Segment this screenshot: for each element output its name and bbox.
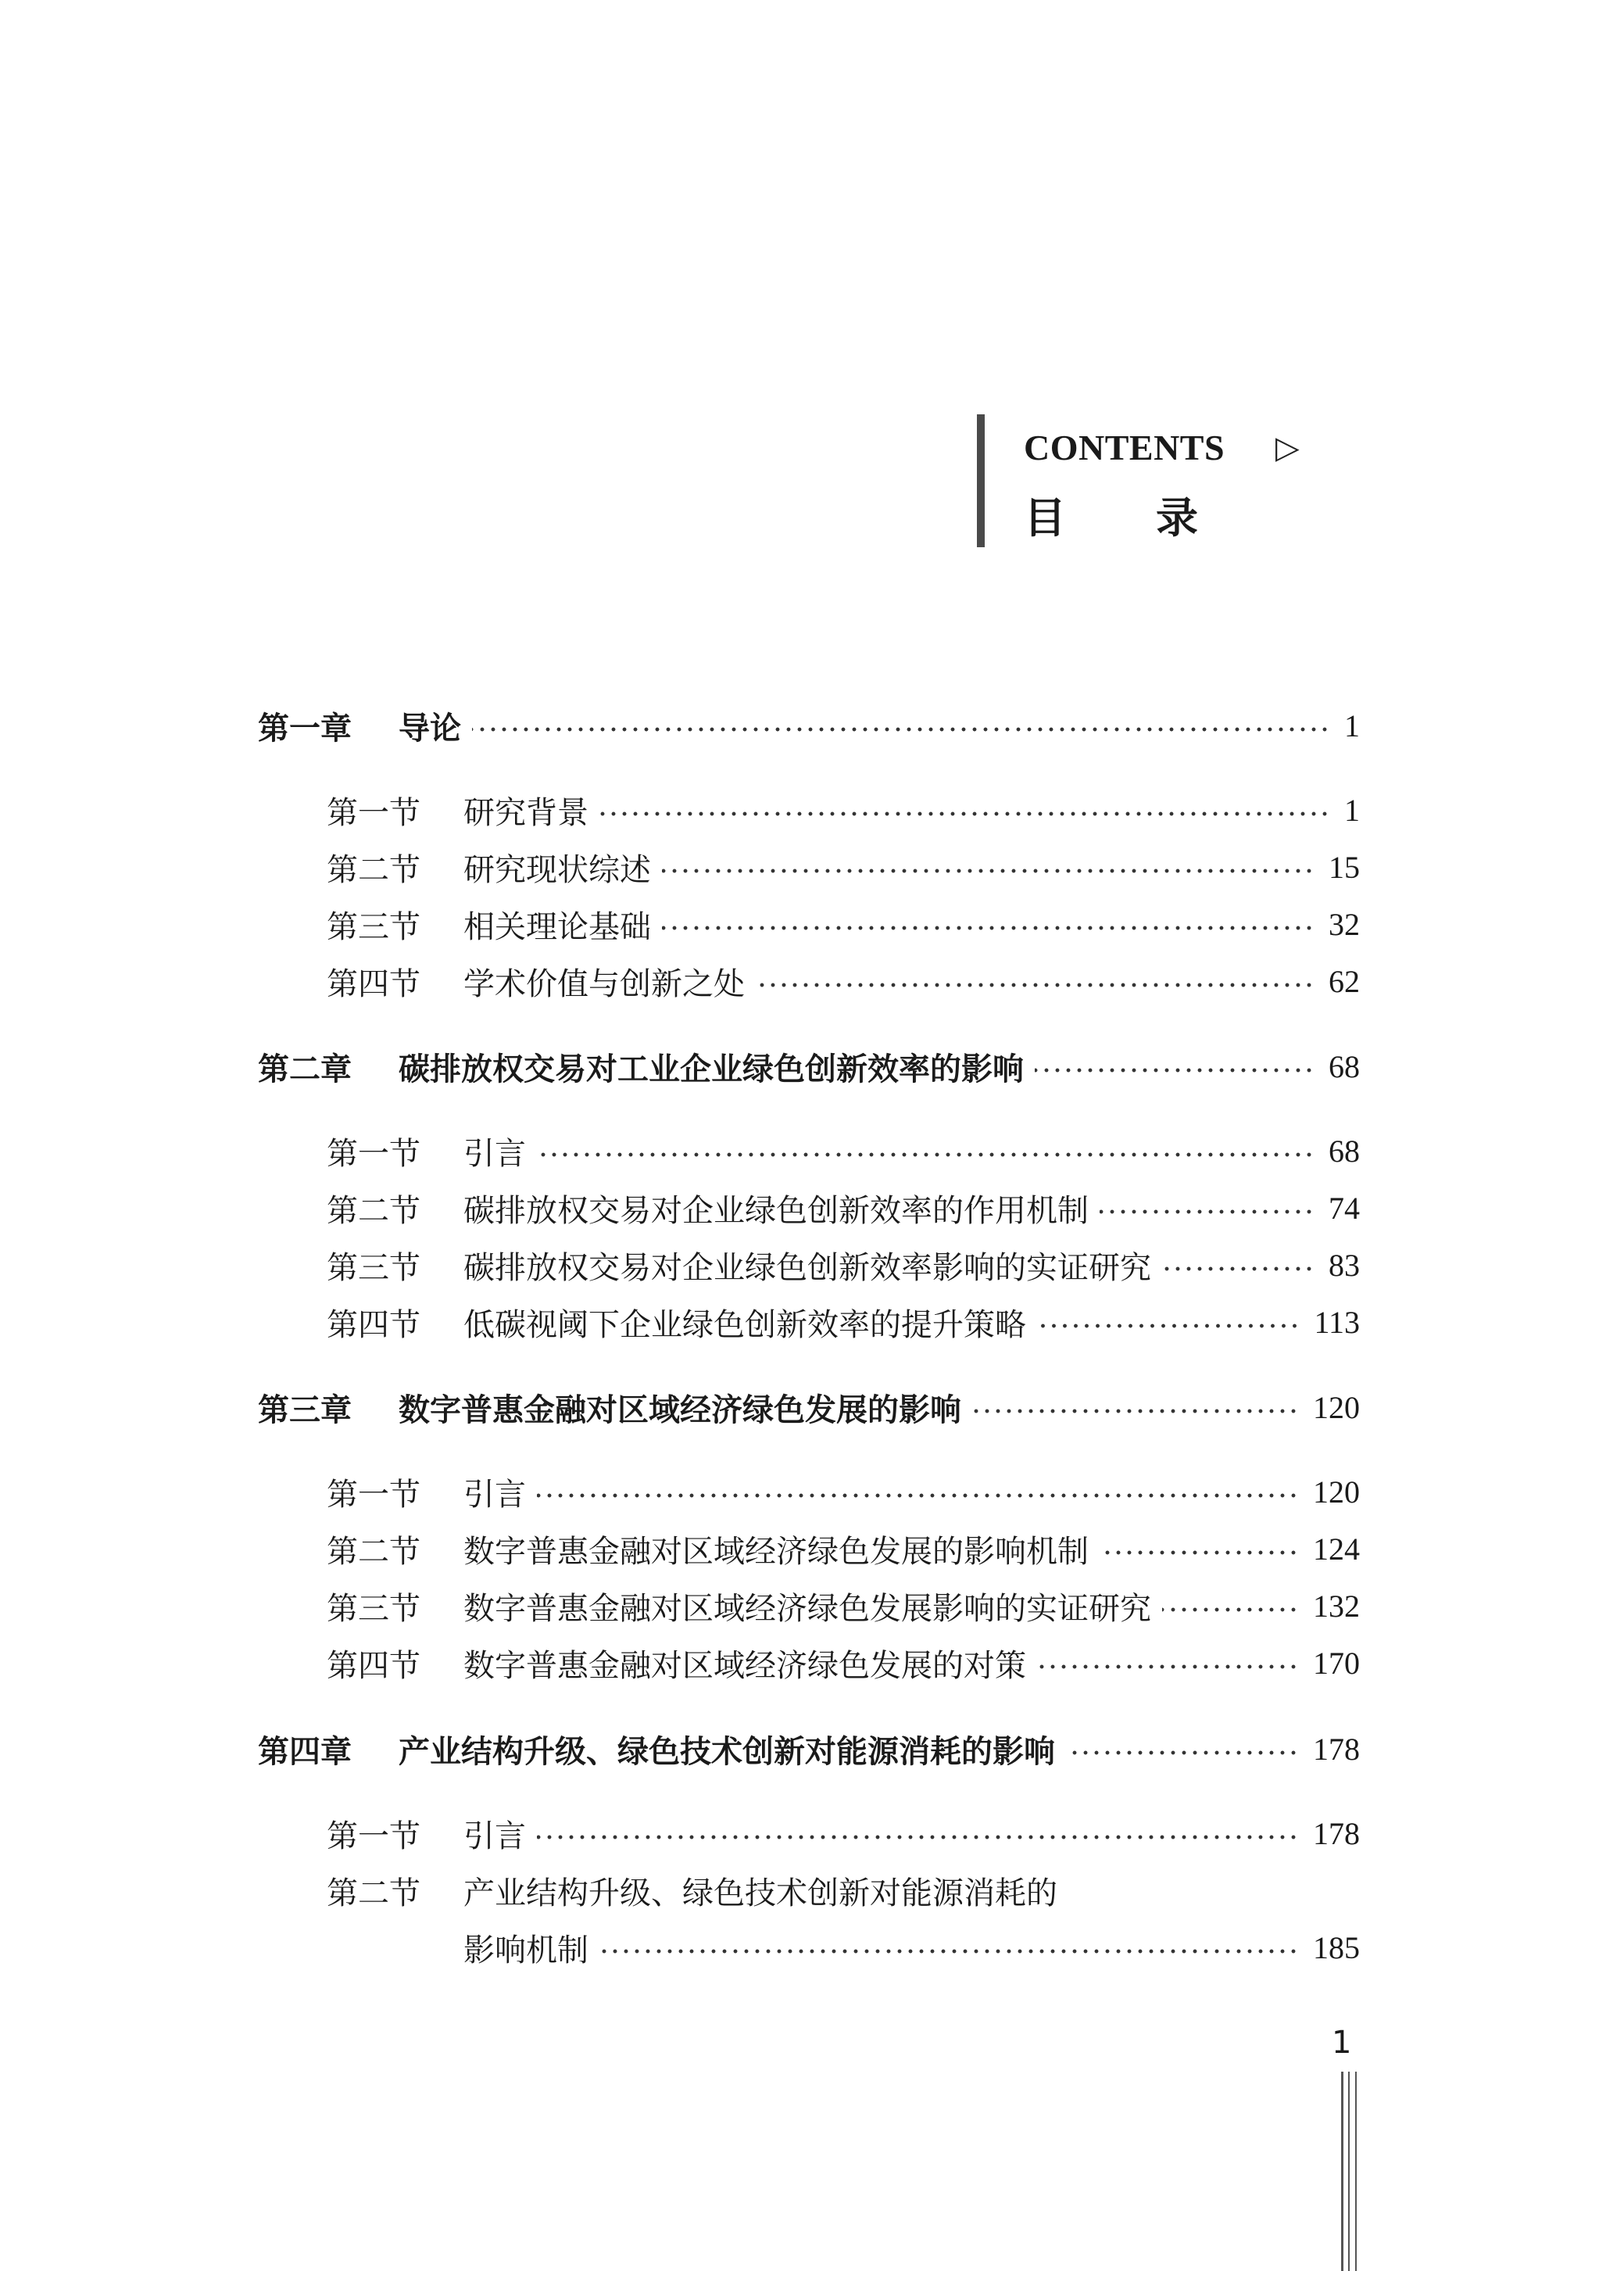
toc-entry-title: 研究现状综述 — [463, 851, 651, 888]
toc-page-number: 1 — [1344, 707, 1360, 743]
toc-page-number: 68 — [1329, 1048, 1360, 1084]
toc-page-number: 120 — [1313, 1389, 1360, 1425]
section-number: 第三节 — [327, 908, 420, 945]
toc-page-number: 132 — [1313, 1588, 1360, 1624]
toc-entry-title: 低碳视阈下企业绿色创新效率的提升策略 — [463, 1306, 1026, 1343]
toc-page-number: 120 — [1313, 1474, 1360, 1510]
toc-section-row[interactable] — [258, 1467, 1360, 1517]
dot-leader — [599, 1949, 1299, 1954]
toc-chapter-row[interactable] — [258, 700, 1360, 750]
dot-leader — [756, 983, 1315, 987]
toc-page-number: 170 — [1313, 1645, 1360, 1681]
dot-leader — [1100, 1550, 1299, 1555]
dot-leader — [662, 869, 1315, 873]
dot-leader — [537, 1152, 1315, 1157]
toc-section-row[interactable] — [258, 1638, 1360, 1688]
toc-entry-title: 产业结构升级、绿色技术创新对能源消耗的影响 — [399, 1733, 1055, 1770]
toc-section-row[interactable] — [258, 899, 1360, 949]
toc-page-number: 124 — [1313, 1531, 1360, 1567]
toc-entry-title: 相关理论基础 — [463, 908, 651, 945]
toc-entry-title: 数字普惠金融对区域经济绿色发展的影响机制 — [463, 1533, 1089, 1570]
section-number: 第三节 — [327, 1249, 420, 1286]
toc-entry-title: 引言 — [463, 1818, 526, 1854]
toc-section-row[interactable] — [258, 1581, 1360, 1631]
toc-section-row[interactable] — [258, 1240, 1360, 1290]
margin-rule — [1355, 2072, 1357, 2271]
margin-rule — [1341, 2072, 1343, 2271]
toc-entry-title: 产业结构升级、绿色技术创新对能源消耗的 — [463, 1875, 1057, 1911]
toc-page-number: 15 — [1329, 849, 1360, 885]
toc-entry-title: 研究背景 — [463, 794, 588, 831]
toc-page-number: 178 — [1313, 1815, 1360, 1851]
toc-page-number: 113 — [1314, 1304, 1360, 1340]
section-number: 第一节 — [327, 794, 420, 831]
toc-chapter-row[interactable] — [258, 1382, 1360, 1432]
margin-rule — [1348, 2072, 1350, 2271]
dot-leader — [537, 1493, 1299, 1498]
toc-page-number: 68 — [1329, 1133, 1360, 1169]
toc-section-row[interactable] — [258, 1183, 1360, 1233]
toc-page-number: 32 — [1329, 906, 1360, 942]
contents-title-zh-char-2: 录 — [1156, 493, 1198, 543]
section-number: 第三节 — [327, 1590, 420, 1627]
dot-leader — [1100, 1209, 1315, 1214]
toc-section-row[interactable] — [258, 1297, 1360, 1347]
toc-section-row[interactable] — [258, 785, 1360, 835]
dot-leader — [662, 926, 1315, 930]
chapter-number: 第二章 — [258, 1051, 352, 1087]
toc-section-row[interactable] — [258, 842, 1360, 892]
toc-entry-title: 引言 — [463, 1135, 526, 1172]
toc-section-row[interactable] — [258, 956, 1360, 1006]
triangle-arrow-icon: ▷ — [1275, 430, 1300, 466]
section-number: 第二节 — [327, 1533, 420, 1570]
section-number: 第二节 — [327, 1192, 420, 1229]
dot-leader — [1066, 1750, 1299, 1755]
toc-chapter-row[interactable] — [258, 1041, 1360, 1091]
section-number: 第四节 — [327, 965, 420, 1002]
contents-title-zh — [1024, 485, 1198, 545]
section-number: 第四节 — [327, 1647, 420, 1684]
toc-page-number: 83 — [1329, 1247, 1360, 1283]
toc-page-number: 178 — [1313, 1731, 1360, 1767]
toc-entry-title: 碳排放权交易对工业企业绿色创新效率的影响 — [399, 1051, 1024, 1087]
dot-leader — [1035, 1068, 1315, 1073]
contents-header — [977, 414, 1391, 547]
contents-title-en: CONTENTS — [1024, 428, 1225, 467]
toc-page-number: 62 — [1329, 963, 1360, 999]
toc-page-number: 74 — [1329, 1190, 1360, 1226]
section-number: 第一节 — [327, 1135, 420, 1172]
toc-entry-title: 影响机制 — [463, 1932, 588, 1968]
page-number: 1 — [1332, 2025, 1352, 2061]
section-number: 第一节 — [327, 1476, 420, 1513]
dot-leader — [537, 1835, 1299, 1839]
toc-entry-title: 数字普惠金融对区域经济绿色发展的影响 — [399, 1392, 961, 1428]
toc-page-number: 185 — [1313, 1929, 1360, 1965]
toc-section-row[interactable] — [258, 1524, 1360, 1574]
contents-title-zh-char-1: 目 — [1024, 493, 1066, 543]
toc-entry-title: 导论 — [399, 710, 461, 747]
toc-section-row[interactable] — [258, 1865, 1360, 1915]
section-number: 第二节 — [327, 851, 420, 888]
toc-entry-title: 碳排放权交易对企业绿色创新效率的作用机制 — [463, 1192, 1089, 1229]
toc-section-row[interactable] — [258, 1808, 1360, 1858]
toc-entry-title: 学术价值与创新之处 — [463, 965, 745, 1002]
section-number: 第二节 — [327, 1875, 420, 1911]
dot-leader — [1162, 1607, 1299, 1612]
dot-leader — [1037, 1664, 1299, 1669]
toc-entry-title: 引言 — [463, 1476, 526, 1513]
chapter-number: 第四章 — [258, 1733, 352, 1770]
toc-entry-title: 数字普惠金融对区域经济绿色发展的对策 — [463, 1647, 1026, 1684]
dot-leader — [972, 1409, 1299, 1413]
toc-section-row[interactable] — [258, 1922, 1360, 1972]
toc-page-number: 1 — [1344, 792, 1360, 828]
toc-entry-title: 数字普惠金融对区域经济绿色发展影响的实证研究 — [463, 1590, 1151, 1627]
dot-leader — [1037, 1324, 1300, 1328]
dot-leader — [1162, 1266, 1315, 1271]
chapter-number: 第三章 — [258, 1392, 352, 1428]
toc-section-row[interactable] — [258, 1126, 1360, 1176]
toc-entry-title: 碳排放权交易对企业绿色创新效率影响的实证研究 — [463, 1249, 1151, 1286]
toc-chapter-row[interactable] — [258, 1724, 1360, 1774]
section-number: 第四节 — [327, 1306, 420, 1343]
chapter-number: 第一章 — [258, 710, 352, 747]
dot-leader — [599, 811, 1330, 816]
section-number: 第一节 — [327, 1818, 420, 1854]
dot-leader — [472, 727, 1330, 732]
